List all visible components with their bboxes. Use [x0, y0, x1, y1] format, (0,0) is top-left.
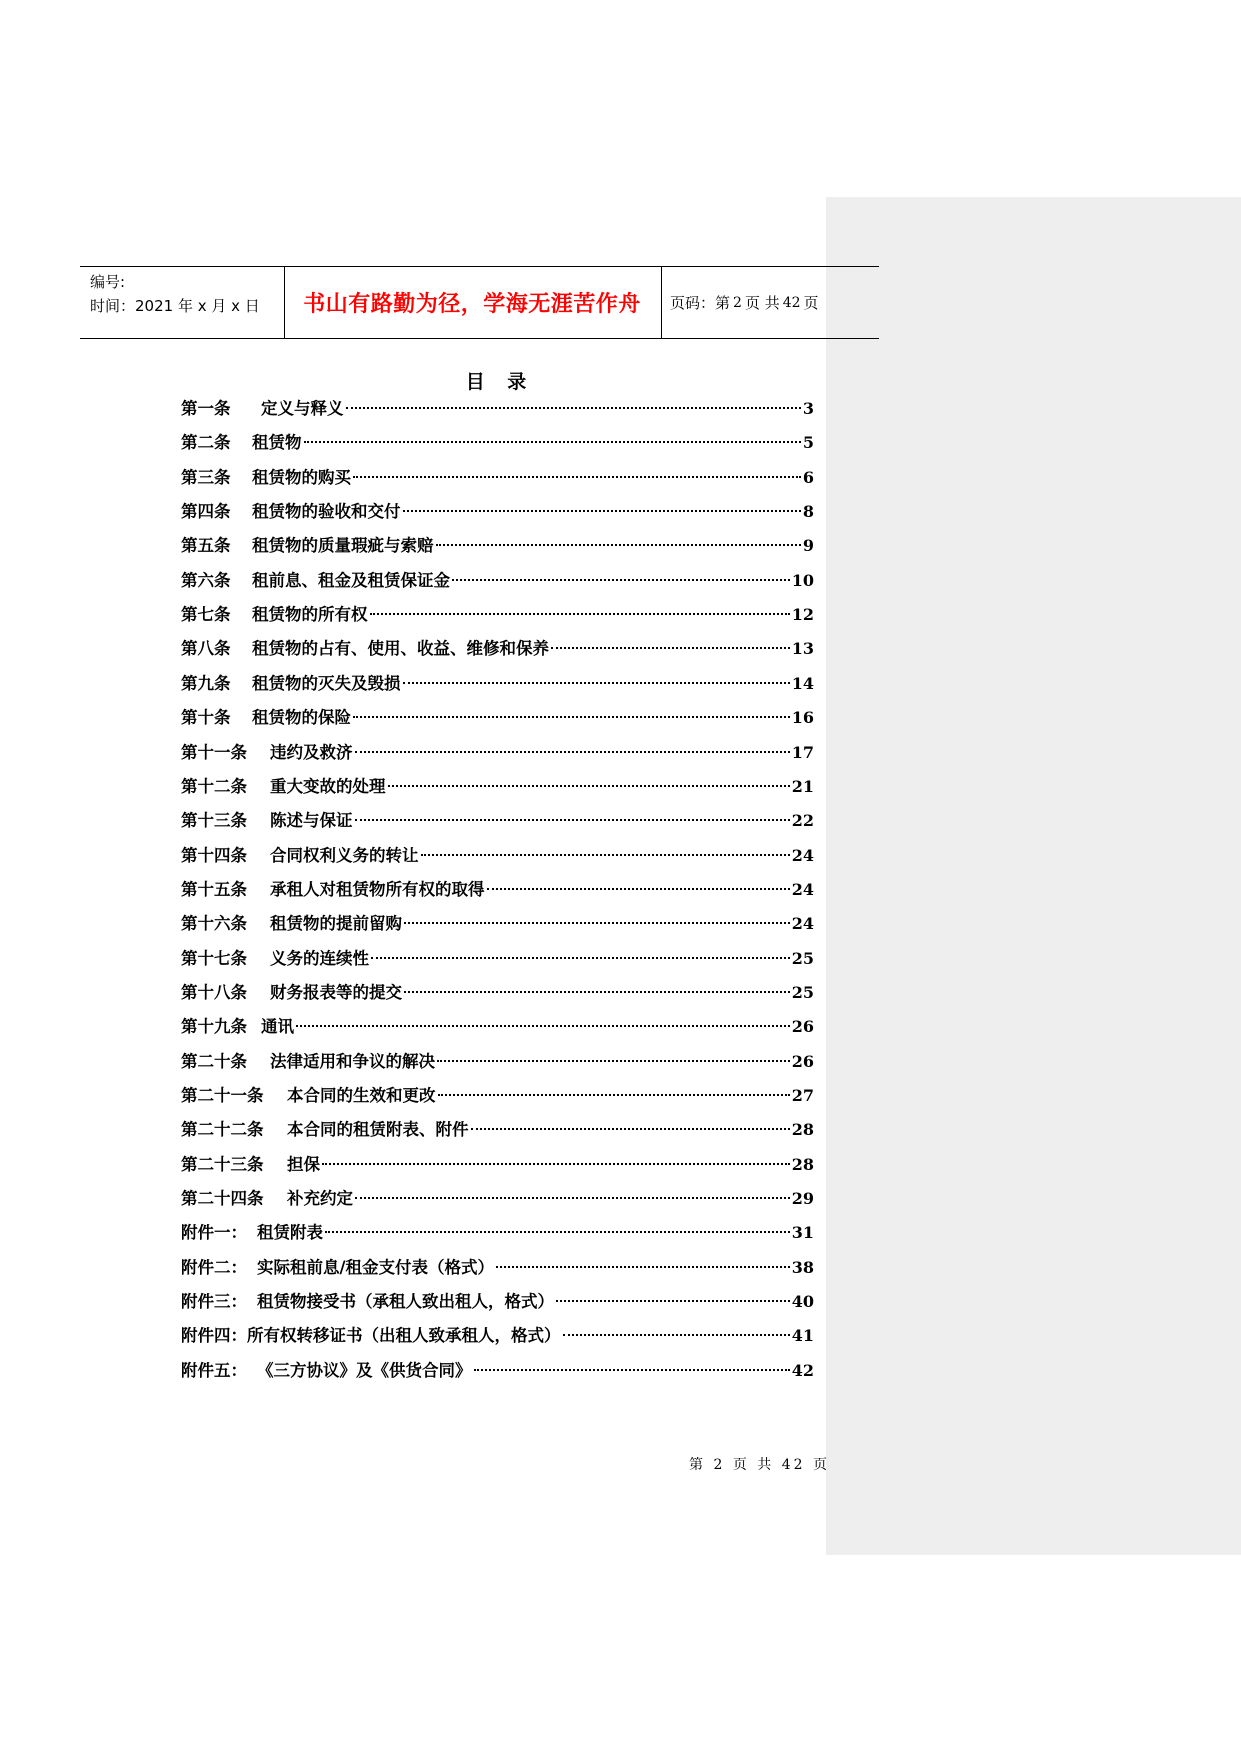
- toc-entry-page: 42: [791, 1360, 814, 1380]
- toc-entry-label: 所有权转移证书（出租人致承租人，格式）: [247, 1326, 561, 1346]
- toc-entry-page: 9: [802, 536, 814, 556]
- toc-entry[interactable]: [181, 1354, 814, 1388]
- toc-entry-label: 租赁物的验收和交付: [252, 502, 401, 522]
- toc-leader-dots: [355, 751, 790, 753]
- toc-entry-number: 第八条: [181, 639, 231, 659]
- toc-entry-number: 第四条: [181, 502, 231, 522]
- toc-leader-dots: [421, 854, 790, 856]
- toc-entry[interactable]: [181, 426, 814, 460]
- toc-entry-page: 13: [791, 639, 814, 659]
- toc-leader-dots: [437, 1060, 790, 1062]
- toc-entry-label: 定义与释义: [261, 399, 344, 418]
- toc-entry[interactable]: [181, 976, 814, 1010]
- comment-pane: [826, 197, 1241, 1555]
- toc-entry-page: 28: [791, 1120, 814, 1140]
- toc-entry-page: 24: [791, 845, 814, 865]
- toc-entry-page: 21: [791, 776, 814, 796]
- toc-entry-label: 补充约定: [287, 1189, 353, 1209]
- toc-entry-page: 24: [791, 879, 814, 899]
- toc-leader-dots: [551, 647, 790, 649]
- toc-entry-label: 租赁物的购买: [252, 467, 351, 487]
- toc-leader-dots: [388, 785, 790, 787]
- toc-entry-page: 31: [791, 1223, 814, 1243]
- toc-entry-label: 违约及救济: [270, 742, 353, 762]
- document-date: 时间：2021 年 x 月 x 日: [90, 297, 260, 315]
- toc-leader-dots: [404, 922, 790, 924]
- toc-entry[interactable]: [181, 598, 814, 632]
- toc-entry[interactable]: [181, 1045, 814, 1079]
- header-page-indicator: [670, 267, 819, 338]
- toc-entry-label: 重大变故的处理: [270, 776, 386, 796]
- toc-entry-label: 合同权利义务的转让: [270, 845, 419, 865]
- toc-entry[interactable]: [181, 873, 814, 907]
- toc-leader-dots: [496, 1266, 790, 1268]
- toc-entry[interactable]: [181, 1113, 814, 1147]
- toc-leader-dots: [346, 407, 801, 409]
- toc-entry-page: 27: [791, 1086, 814, 1105]
- toc-entry-number: 第十条: [181, 708, 231, 728]
- page-header: [80, 266, 879, 339]
- toc-entry[interactable]: [181, 1010, 814, 1044]
- toc-entry-number: 第十四条: [181, 845, 247, 865]
- toc-entry-page: 26: [791, 1051, 814, 1071]
- header-divider-right: [661, 267, 662, 338]
- toc-entry-page: 10: [791, 570, 814, 590]
- toc-entry-label: 本合同的生效和更改: [287, 1086, 436, 1105]
- toc-entry-label: 租赁物的保险: [252, 708, 351, 728]
- toc-entry-page: 40: [791, 1292, 814, 1312]
- toc-entry-page: 17: [791, 742, 814, 762]
- toc-entry[interactable]: [181, 701, 814, 735]
- toc-entry-number: 附件二：: [181, 1257, 247, 1277]
- toc-entry-label: 租前息、租金及租赁保证金: [252, 570, 450, 590]
- toc-entry-page: 22: [791, 811, 814, 831]
- toc-entry-label: 租赁物的灭失及毁损: [252, 673, 401, 693]
- toc-entry-label: 《三方协议》及《供货合同》: [257, 1360, 472, 1380]
- page-total: 42: [782, 294, 801, 311]
- toc-entry-label: 租赁物的所有权: [252, 605, 368, 625]
- toc-leader-dots: [452, 579, 790, 581]
- toc-entry-number: 附件五：: [181, 1360, 247, 1380]
- toc-entry-page: 24: [791, 914, 814, 934]
- toc-leader-dots: [355, 819, 790, 821]
- page-suffix: 页: [803, 294, 819, 312]
- header-divider-left: [284, 267, 285, 338]
- toc-leader-dots: [471, 1128, 790, 1130]
- toc-entry-number: 附件三：: [181, 1292, 247, 1312]
- toc-entry-label: 陈述与保证: [270, 811, 353, 831]
- toc-leader-dots: [487, 888, 790, 890]
- toc-entry-label: 租赁物的占有、使用、收益、维修和保养: [252, 639, 549, 659]
- toc-entry-page: 26: [791, 1017, 814, 1037]
- toc-leader-dots: [322, 1163, 790, 1165]
- toc-entry-number: 附件一：: [181, 1223, 247, 1243]
- toc-entry-page: 5: [802, 433, 814, 453]
- toc-entry-label: 实际租前息/租金支付表（格式）: [257, 1257, 495, 1277]
- toc-entry-number: 第二十四条: [181, 1189, 264, 1209]
- header-motto: 书山有路勤为径，学海无涯苦作舟: [303, 292, 641, 317]
- toc-entry-number: 第十六条: [181, 914, 247, 934]
- toc-entry[interactable]: [181, 942, 814, 976]
- toc-entry-page: 29: [791, 1189, 814, 1209]
- toc-entry-number: 第十一条: [181, 742, 247, 762]
- toc-entry-page: 28: [791, 1154, 814, 1174]
- toc-entry-page: 6: [802, 467, 814, 487]
- toc-entry-label: 担保: [287, 1154, 320, 1174]
- toc-leader-dots: [353, 476, 801, 478]
- toc-leader-dots: [355, 1197, 790, 1199]
- toc-entry-page: 38: [791, 1257, 814, 1277]
- toc-entry-label: 本合同的租赁附表、附件: [287, 1120, 469, 1140]
- toc-leader-dots: [556, 1300, 790, 1302]
- toc-entry-page: 16: [791, 708, 814, 728]
- toc-leader-dots: [438, 1094, 790, 1096]
- toc-leader-dots: [563, 1334, 790, 1336]
- toc-entry[interactable]: [181, 804, 814, 838]
- toc-entry[interactable]: [181, 632, 814, 666]
- toc-entry[interactable]: [181, 392, 814, 426]
- toc-leader-dots: [304, 441, 801, 443]
- toc-entry[interactable]: [181, 461, 814, 495]
- toc-entry[interactable]: [181, 907, 814, 941]
- toc-entry-number: 第二十二条: [181, 1120, 264, 1140]
- toc-leader-dots: [403, 682, 790, 684]
- toc-entry-page: 14: [791, 673, 814, 693]
- toc-entry[interactable]: [181, 1079, 814, 1113]
- toc-leader-dots: [436, 544, 801, 546]
- toc-entry-label: 财务报表等的提交: [270, 982, 402, 1002]
- toc-entry-number: 第二十三条: [181, 1154, 264, 1174]
- toc-entry-page: 41: [791, 1326, 814, 1346]
- toc-entry-page: 12: [791, 605, 814, 625]
- toc-entry-label: 租赁物接受书（承租人致出租人，格式）: [257, 1292, 554, 1312]
- toc-entry-number: 第二十一条: [181, 1086, 264, 1105]
- toc-entry-label: 租赁物的质量瑕疵与索赔: [252, 536, 434, 556]
- toc-entry-number: 第十七条: [181, 948, 247, 968]
- toc-entry-label: 租赁物的提前留购: [270, 914, 402, 934]
- toc-entry-label: 通讯: [261, 1017, 294, 1037]
- toc-leader-dots: [404, 991, 790, 993]
- toc-entry-number: 第九条: [181, 673, 231, 693]
- toc-entry-number: 第一条: [181, 399, 231, 418]
- toc-entry[interactable]: [181, 736, 814, 770]
- toc-entry-page: 25: [791, 948, 814, 968]
- toc-entry-label: 承租人对租赁物所有权的取得: [270, 879, 485, 899]
- toc-entry[interactable]: [181, 495, 814, 529]
- toc-entry[interactable]: [181, 1319, 814, 1353]
- toc-entry-number: 第十二条: [181, 776, 247, 796]
- toc-entry-number: 第十八条: [181, 982, 247, 1002]
- toc-entry-number: 第二十条: [181, 1051, 247, 1071]
- toc-entry-number: 第三条: [181, 467, 231, 487]
- toc-entry-page: 3: [802, 399, 814, 418]
- toc-entry-label: 租赁物: [252, 433, 302, 453]
- toc-entry-page: 25: [791, 982, 814, 1002]
- toc-entry-number: 第七条: [181, 605, 231, 625]
- toc-entry-label: 法律适用和争议的解决: [270, 1051, 435, 1071]
- toc-entry-label: 租赁附表: [257, 1223, 323, 1243]
- toc-entry[interactable]: [181, 1285, 814, 1319]
- toc-leader-dots: [370, 613, 790, 615]
- page-current: 2: [733, 294, 742, 311]
- toc-entry-number: 第五条: [181, 536, 231, 556]
- toc-entry-page: 8: [802, 502, 814, 522]
- toc-leader-dots: [371, 957, 790, 959]
- toc-leader-dots: [325, 1231, 790, 1233]
- page-mid: 页 共: [744, 294, 780, 312]
- toc-entry[interactable]: [181, 1182, 814, 1216]
- toc-entry-number: 第六条: [181, 570, 231, 590]
- toc-title: 目 录: [465, 371, 535, 393]
- document-number-label: 编号:: [90, 273, 126, 291]
- toc-entry-number: 第十五条: [181, 879, 247, 899]
- toc-entry[interactable]: [181, 1148, 814, 1182]
- page-footer: 第 2 页 共 42 页: [689, 1457, 830, 1473]
- toc-entry-number: 附件四：: [181, 1326, 247, 1346]
- toc-entry[interactable]: [181, 839, 814, 873]
- header-meta: [90, 270, 260, 318]
- page-prefix: 页码：第: [670, 294, 731, 312]
- toc-leader-dots: [296, 1025, 790, 1027]
- toc-entry-number: 第二条: [181, 433, 231, 453]
- toc-entry[interactable]: [181, 1251, 814, 1285]
- toc-entry-label: 义务的连续性: [270, 948, 369, 968]
- toc-leader-dots: [474, 1369, 790, 1371]
- toc-entry-number: 第十九条: [181, 1017, 247, 1037]
- toc-entry[interactable]: [181, 529, 814, 563]
- toc-entry[interactable]: [181, 770, 814, 804]
- toc-entry-number: 第十三条: [181, 811, 247, 831]
- toc-leader-dots: [353, 716, 790, 718]
- toc-entry[interactable]: [181, 564, 814, 598]
- toc-entry[interactable]: [181, 667, 814, 701]
- toc-leader-dots: [403, 510, 801, 512]
- toc-entry[interactable]: [181, 1216, 814, 1250]
